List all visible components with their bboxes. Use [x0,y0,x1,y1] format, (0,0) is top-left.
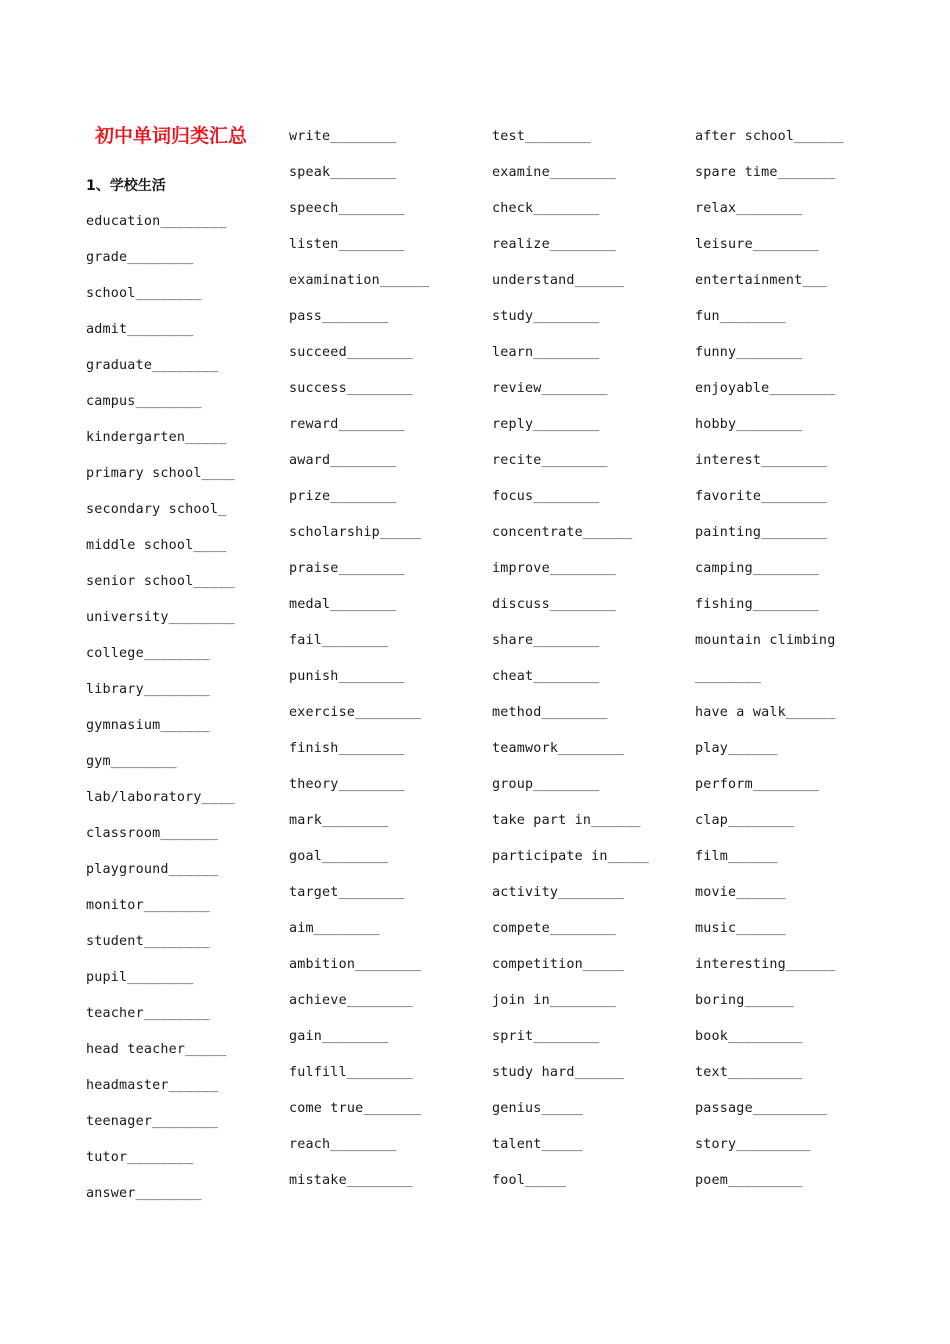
vocab-entry: discuss________ [492,597,616,612]
vocab-entry: library________ [86,682,210,697]
vocab-entry: music______ [695,921,786,936]
vocab-entry: primary school____ [86,466,235,481]
vocab-entry: improve________ [492,561,616,576]
vocab-entry: graduate________ [86,358,219,373]
vocab-entry: goal________ [289,849,389,864]
vocab-entry: competition_____ [492,957,625,972]
vocab-entry: fishing________ [695,597,819,612]
vocab-entry: achieve________ [289,993,413,1008]
vocab-entry: award________ [289,453,397,468]
vocab-entry: middle school____ [86,538,227,553]
vocab-entry: play______ [695,741,778,756]
vocab-entry: take part in______ [492,813,641,828]
vocab-entry: medal________ [289,597,397,612]
vocab-entry: teenager________ [86,1114,219,1129]
vocab-entry: talent_____ [492,1137,583,1152]
vocab-entry: ambition________ [289,957,422,972]
vocab-entry: story_________ [695,1137,811,1152]
document-title: 初中单词归类汇总 [94,125,247,147]
vocab-entry: gym________ [86,754,177,769]
vocab-entry: check________ [492,201,600,216]
vocab-entry: study________ [492,309,600,324]
vocab-entry: genius_____ [492,1101,583,1116]
vocab-entry: hobby________ [695,417,803,432]
vocab-entry: reach________ [289,1137,397,1152]
vocab-entry: have a walk______ [695,705,836,720]
vocab-entry: gymnasium______ [86,718,210,733]
vocab-entry: painting________ [695,525,828,540]
vocab-entry: admit________ [86,322,194,337]
vocab-entry: ________ [695,669,762,684]
vocab-entry: tutor________ [86,1150,194,1165]
vocab-entry: college________ [86,646,210,661]
vocab-entry: examine________ [492,165,616,180]
vocab-entry: school________ [86,286,202,301]
vocab-entry: write________ [289,129,397,144]
vocab-entry: secondary school_ [86,502,227,517]
vocab-entry: boring______ [695,993,795,1008]
vocab-entry: enjoyable________ [695,381,836,396]
vocab-entry: reply________ [492,417,600,432]
vocab-entry: book_________ [695,1029,803,1044]
vocab-entry: mark________ [289,813,389,828]
vocab-entry: answer________ [86,1186,202,1201]
vocab-entry: after school______ [695,129,844,144]
vocab-entry: aim________ [289,921,380,936]
word-column-4 [695,127,844,1207]
vocab-entry: review________ [492,381,608,396]
vocab-entry: scholarship_____ [289,525,422,540]
vocab-entry: spare time_______ [695,165,836,180]
vocab-entry: entertainment___ [695,273,828,288]
vocab-entry: punish________ [289,669,405,684]
vocab-entry: activity________ [492,885,625,900]
vocab-entry: leisure________ [695,237,819,252]
vocab-entry: study hard______ [492,1065,625,1080]
word-column-2 [289,127,429,1207]
vocab-entry: text_________ [695,1065,803,1080]
vocab-entry: join in________ [492,993,616,1008]
vocab-entry: pupil________ [86,970,194,985]
vocab-entry: monitor________ [86,898,210,913]
vocab-entry: grade________ [86,250,194,265]
vocab-entry: sprit________ [492,1029,600,1044]
vocab-entry: come true_______ [289,1101,422,1116]
vocab-entry: praise________ [289,561,405,576]
vocab-entry: speak________ [289,165,397,180]
vocab-entry: group________ [492,777,600,792]
vocab-entry: finish________ [289,741,405,756]
vocab-entry: target________ [289,885,405,900]
vocab-entry: speech________ [289,201,405,216]
vocab-entry: teacher________ [86,1006,210,1021]
vocab-entry: funny________ [695,345,803,360]
section-heading-school-life: 1、学校生活 [86,178,166,194]
vocab-entry: fool_____ [492,1173,567,1188]
vocab-entry: fun________ [695,309,786,324]
vocab-entry: poem_________ [695,1173,803,1188]
vocab-entry: interesting______ [695,957,836,972]
vocab-entry: fulfill________ [289,1065,413,1080]
vocab-entry: head teacher_____ [86,1042,227,1057]
vocab-entry: realize________ [492,237,616,252]
vocab-entry: education________ [86,214,227,229]
vocab-entry: interest________ [695,453,828,468]
vocab-entry: mistake________ [289,1173,413,1188]
vocab-entry: theory________ [289,777,405,792]
vocab-entry: headmaster______ [86,1078,219,1093]
vocab-entry: test________ [492,129,592,144]
vocab-entry: teamwork________ [492,741,625,756]
vocab-entry: kindergarten_____ [86,430,227,445]
vocab-entry: film______ [695,849,778,864]
vocab-entry: perform________ [695,777,819,792]
vocab-entry: reward________ [289,417,405,432]
vocab-entry: share________ [492,633,600,648]
vocab-entry: relax________ [695,201,803,216]
vocab-entry: compete________ [492,921,616,936]
vocab-entry: success________ [289,381,413,396]
vocab-entry: method________ [492,705,608,720]
vocab-entry: examination______ [289,273,430,288]
vocab-entry: pass________ [289,309,389,324]
vocab-entry: learn________ [492,345,600,360]
vocab-entry: succeed________ [289,345,413,360]
vocab-entry: clap________ [695,813,795,828]
vocab-entry: classroom_______ [86,826,219,841]
word-column-3 [492,127,649,1207]
vocab-entry: listen________ [289,237,405,252]
vocab-entry: gain________ [289,1029,389,1044]
vocab-entry: playground______ [86,862,219,877]
vocab-entry: participate in_____ [492,849,649,864]
vocab-entry: campus________ [86,394,202,409]
vocab-entry: exercise________ [289,705,422,720]
vocab-entry: prize________ [289,489,397,504]
vocab-entry: fail________ [289,633,389,648]
vocab-entry: movie______ [695,885,786,900]
word-column-1 [86,212,235,1220]
vocab-entry: understand______ [492,273,625,288]
vocab-entry: camping________ [695,561,819,576]
vocab-entry: mountain climbing [695,633,836,648]
vocab-entry: student________ [86,934,210,949]
vocab-entry: passage_________ [695,1101,828,1116]
vocab-entry: concentrate______ [492,525,633,540]
vocab-entry: recite________ [492,453,608,468]
vocab-entry: cheat________ [492,669,600,684]
vocab-entry: favorite________ [695,489,828,504]
vocab-entry: university________ [86,610,235,625]
vocab-entry: lab/laboratory____ [86,790,235,805]
vocab-entry: focus________ [492,489,600,504]
vocab-entry: senior school_____ [86,574,235,589]
